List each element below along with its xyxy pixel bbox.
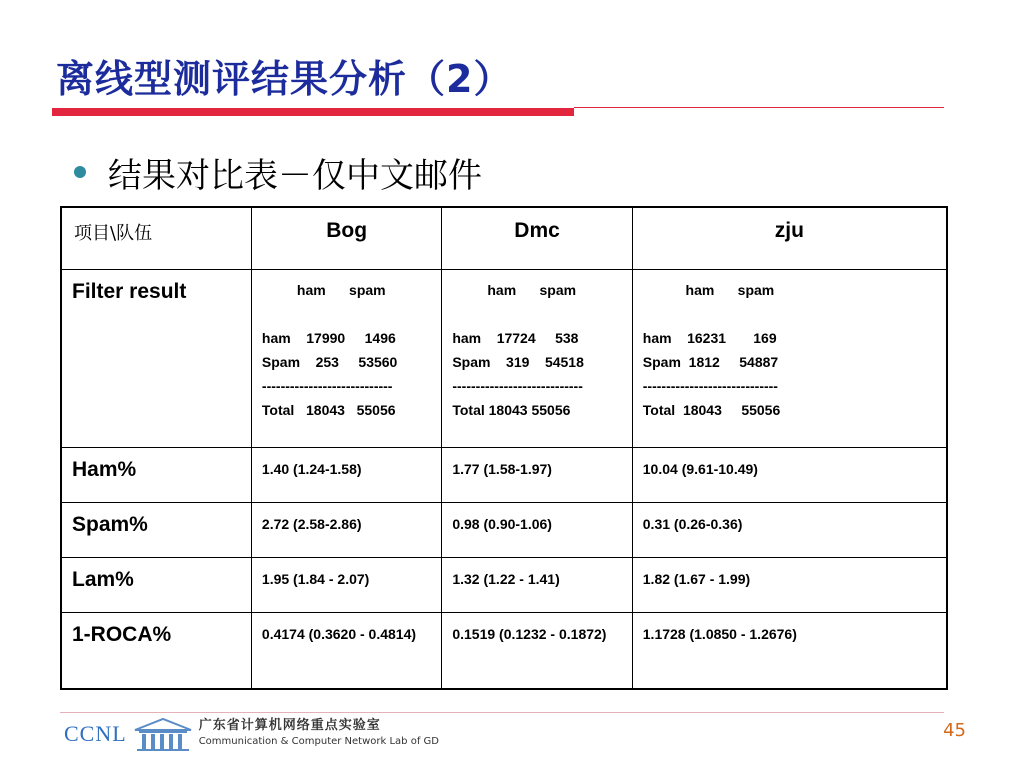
row-label-1-roca: 1-ROCA%: [61, 612, 251, 689]
matrix-total-row: Total 18043 55056: [642, 401, 781, 418]
table-row-ham: [61, 447, 947, 502]
bullet-dot-icon: [74, 166, 86, 178]
table-row-1-roca: [61, 612, 947, 689]
table-header-row: [61, 207, 947, 269]
results-comparison-table: [60, 206, 948, 690]
row-label-ham: Ham%: [61, 447, 251, 502]
table-cell: 1.95 (1.84 - 2.07): [251, 557, 441, 612]
bullet-item: [74, 148, 482, 196]
table-cell: 0.98 (0.90-1.06): [442, 502, 632, 557]
table-row-filter-result: [61, 269, 947, 447]
confusion-matrix-dmc: [442, 269, 632, 447]
title-underline-thin: [574, 107, 944, 108]
title-underline-thick: [52, 108, 574, 116]
matrix-spam-row: Spam 253 53560: [261, 353, 398, 370]
table-cell: 10.04 (9.61-10.49): [632, 447, 947, 502]
row-label-lam: Lam%: [61, 557, 251, 612]
row-label-spam: Spam%: [61, 502, 251, 557]
matrix-spam-row: Spam 1812 54887: [642, 353, 779, 370]
matrix-divider: ----------------------------: [261, 377, 393, 394]
table-cell: 2.72 (2.58-2.86): [251, 502, 441, 557]
building-icon: [133, 716, 193, 752]
bullet-text: 结果对比表－仅中文邮件: [108, 155, 482, 196]
confusion-matrix-bog: [251, 269, 441, 447]
ccnl-logo: [64, 716, 439, 752]
slide-title: 离线型测评结果分析（2）: [56, 57, 513, 101]
matrix-divider: ----------------------------: [452, 377, 583, 394]
row-label-filter-result: Filter result: [61, 269, 251, 447]
table-corner-cell: 项目\队伍: [61, 207, 251, 269]
matrix-ham-row: ham 16231 169: [642, 329, 777, 346]
lab-name-chinese: 广东省计算机网络重点实验室: [198, 718, 381, 733]
lab-name-english: Communication & Computer Network Lab of GD: [198, 736, 439, 747]
table-cell: 1.82 (1.67 - 1.99): [632, 557, 947, 612]
table-cell: 0.31 (0.26-0.36): [632, 502, 947, 557]
column-header-bog: Bog: [251, 207, 441, 269]
matrix-header: ham spam: [452, 281, 577, 298]
footer-divider: [60, 712, 944, 713]
table-cell: 1.77 (1.58-1.97): [442, 447, 632, 502]
table-cell: 1.40 (1.24-1.58): [251, 447, 441, 502]
matrix-header: ham spam: [261, 281, 386, 298]
matrix-divider: -----------------------------: [642, 377, 778, 394]
table-cell: 1.1728 (1.0850 - 1.2676): [632, 612, 947, 689]
table-cell: 0.1519 (0.1232 - 0.1872): [442, 612, 632, 689]
table-row-lam: [61, 557, 947, 612]
table-cell: 0.4174 (0.3620 - 0.4814): [251, 612, 441, 689]
matrix-ham-row: ham 17724 538: [452, 329, 579, 346]
table-row-spam: [61, 502, 947, 557]
logo-text: CCNL: [64, 721, 127, 746]
matrix-total-row: Total 18043 55056: [261, 401, 396, 418]
matrix-header: ham spam: [642, 281, 775, 298]
table-cell: 1.32 (1.22 - 1.41): [442, 557, 632, 612]
column-header-zju: zju: [632, 207, 947, 269]
matrix-ham-row: ham 17990 1496: [261, 329, 396, 346]
matrix-total-row: Total 18043 55056: [452, 401, 571, 418]
confusion-matrix-zju: [632, 269, 947, 447]
matrix-spam-row: Spam 319 54518: [452, 353, 584, 370]
page-number: 45: [943, 720, 966, 741]
column-header-dmc: Dmc: [442, 207, 632, 269]
